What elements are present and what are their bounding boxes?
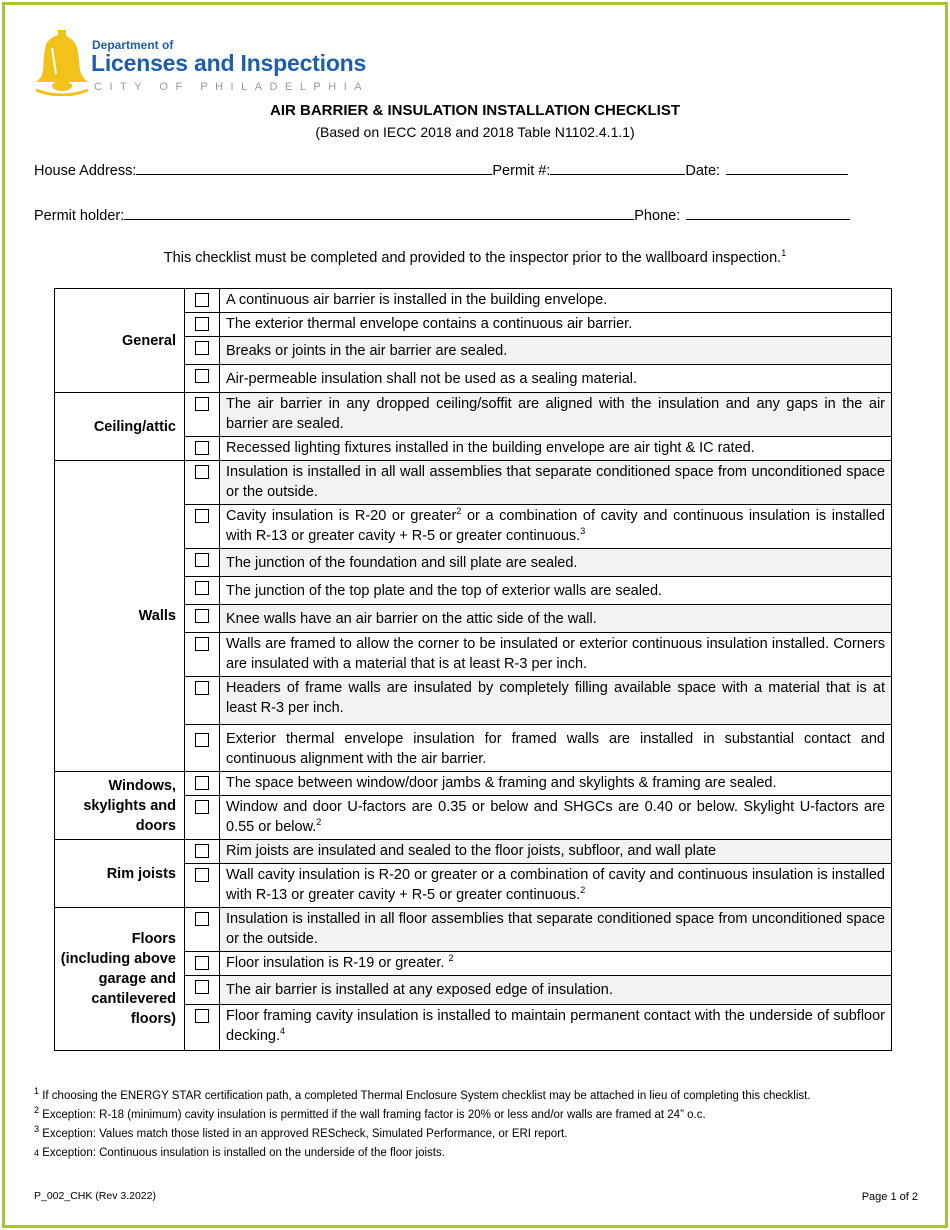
permit-field[interactable] [550,160,685,175]
department-logo [32,30,370,96]
checklist-item: The exterior thermal envelope contains a continuous air barrier. [220,313,892,337]
category-floors: Floors (including above garage and cantilevered floors) [55,908,185,1051]
checkbox[interactable] [195,465,209,479]
checkbox[interactable] [195,293,209,307]
checklist-item: Rim joists are insulated and sealed to the floor joists, subfloor, and wall plate [220,840,892,864]
table-row [55,772,892,796]
permit-holder-field[interactable] [124,205,634,220]
checklist-item: The air barrier in any dropped ceiling/soffit are aligned with the insulation and any gaps in the air barrier are sealed. [220,393,892,437]
category-walls: Walls [55,461,185,772]
checkbox[interactable] [195,956,209,970]
table-row [55,908,892,952]
footnote-ref: 1 [781,248,787,259]
checkbox[interactable] [195,844,209,858]
logo-city-line: CITY OF PHILADELPHIA [94,81,370,93]
checklist-item: Insulation is installed in all floor assemblies that separate conditioned space from unconditioned space or the outside. [220,908,892,952]
footnote: $^2$ Exception: R-18 (minimum) cavity insulation is permitted if the wall framing factor is 20% or less and/or walls are framed at 24” o.c. [34,1105,706,1121]
checklist-item: Floor framing cavity insulation is installed to maintain permanent contact with the underside of subfloor decking.$^4$ [220,1005,892,1051]
intro-text: This checklist must be completed and provided to the inspector prior to the wallboard inspection.$^1$ [163,248,787,266]
checkbox[interactable] [195,317,209,331]
checklist-item: Knee walls have an air barrier on the attic side of the wall. [220,605,892,633]
address-row [34,160,848,179]
table-row [55,393,892,437]
checklist-item: Recessed lighting fixtures installed in the building envelope are air tight & IC rated. [220,437,892,461]
checkbox[interactable] [195,776,209,790]
logo-name-line: Licenses and Inspections [91,50,367,76]
checklist-item: The space between window/door jambs & framing and skylights & framing are sealed. [220,772,892,796]
checklist-item: Cavity insulation is R-20 or greater$^2$ or a combination of cavity and continuous insulation is installed with R-13 or greater cavity + R-5 or greater continuous.$^3$ [220,505,892,549]
permit-label: Permit #: [492,163,551,179]
logo-department-line: Department of [92,38,174,52]
checkbox[interactable] [195,980,209,994]
liberty-bell-icon [32,30,92,96]
checkbox[interactable] [195,681,209,695]
checkbox[interactable] [195,868,209,882]
checklist-item: Window and door U-factors are 0.35 or below and SHGCs are 0.40 or below. Skylight U-factors are 0.55 or below.$^2$ [220,796,892,840]
permit-holder-label: Permit holder: [34,208,125,224]
house-address-label: House Address: [34,163,137,179]
house-address-field[interactable] [136,160,492,175]
checklist-item: Headers of frame walls are insulated by completely filling available space with a material that is at least R-3 per inch. [220,677,892,725]
table-row [55,461,892,505]
checkbox[interactable] [195,609,209,623]
footnotes [34,1087,811,1163]
checkbox[interactable] [195,800,209,814]
checklist-item: Insulation is installed in all wall assemblies that separate conditioned space from unconditioned space or the outside. [220,461,892,505]
date-field[interactable] [726,160,848,175]
footnote: 4 Exception: Continuous insulation is installed on the underside of the floor joists. [34,1147,445,1159]
checkbox[interactable] [195,441,209,455]
page-title: AIR BARRIER & INSULATION INSTALLATION CHECKLIST [270,102,680,119]
checkbox[interactable] [195,581,209,595]
form-id: P_002_CHK (Rev 3.2022) [34,1190,156,1202]
checkbox[interactable] [195,733,209,747]
checklist-item: Wall cavity insulation is R-20 or greater or a combination of cavity and continuous insulation is installed with R-13 or greater cavity + R-5 or greater continuous.$^2$ [220,864,892,908]
category-ceiling-attic: Ceiling/attic [55,393,185,461]
category-rim-joists: Rim joists [55,840,185,908]
checklist-item: Floor insulation is R-19 or greater. $^2$ [220,952,892,976]
checklist-item: The junction of the top plate and the top of exterior walls are sealed. [220,577,892,605]
footnote: $^1$ If choosing the ENERGY STAR certification path, a completed Thermal Enclosure System checklist may be attached in lieu of completing this checklist. [34,1086,811,1102]
checklist-item: The air barrier is installed at any exposed edge of insulation. [220,976,892,1005]
checklist-item: Walls are framed to allow the corner to be insulated or exterior continuous insulation installed. Corners are insulated with a material that is at least R-3 per inch. [220,633,892,677]
phone-field[interactable] [686,205,850,220]
checkbox[interactable] [195,341,209,355]
checkbox[interactable] [195,553,209,567]
page-number: Page 1 of 2 [861,1191,918,1203]
checkbox[interactable] [195,509,209,523]
checkbox[interactable] [195,369,209,383]
checklist-item: Air-permeable insulation shall not be used as a sealing material. [220,365,892,393]
page-subtitle: (Based on IECC 2018 and 2018 Table N1102.4.1.1) [315,124,635,140]
table-row [55,840,892,864]
permit-holder-row [34,205,850,224]
checklist-table [54,288,892,1051]
checkbox[interactable] [195,637,209,651]
category-general: General [55,289,185,393]
checklist-item: A continuous air barrier is installed in the building envelope. [220,289,892,313]
date-label: Date: [685,163,721,179]
table-row [55,289,892,313]
phone-label: Phone: [634,208,681,224]
checklist-item: The junction of the foundation and sill plate are sealed. [220,549,892,577]
footnote: $^3$ Exception: Values match those listed in an approved REScheck, Simulated Performance, or ERI report. [34,1124,568,1140]
checkbox[interactable] [195,397,209,411]
checklist-item: Exterior thermal envelope insulation for framed walls are installed in substantial contact and continuous alignment with the air barrier. [220,725,892,772]
category-windows: Windows, skylights and doors [55,772,185,840]
checkbox[interactable] [195,1009,209,1023]
checklist-item: Breaks or joints in the air barrier are sealed. [220,337,892,365]
checkbox[interactable] [195,912,209,926]
